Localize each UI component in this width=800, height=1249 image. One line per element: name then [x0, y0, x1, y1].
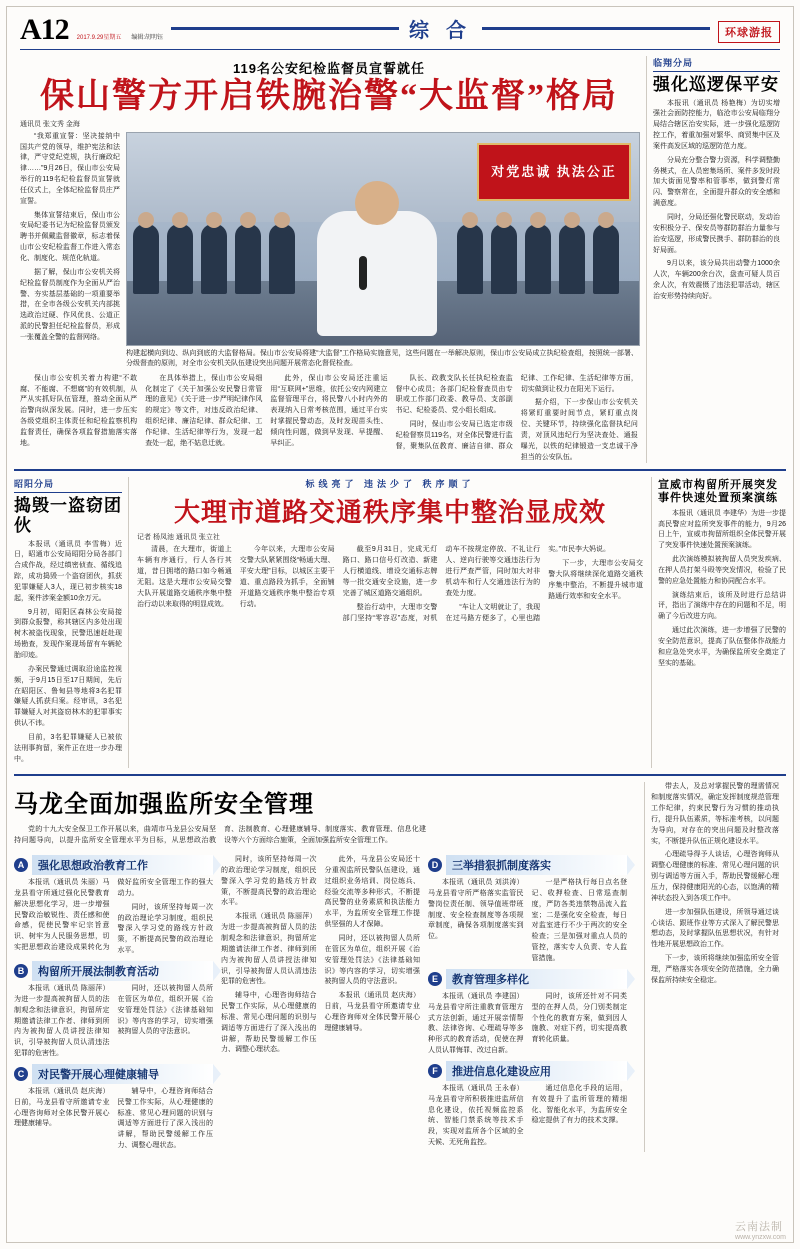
paragraph: 带去人，及总对掌握民警的理需情况和制度落实情况，确定发挥制度规范管理工作纪律，约束民警行为习惯的推动执行，提升队伍素质，等标准考核，以问题为导向，对存在的突出问题及时整改落实，不断提升队伍正规化建设水平。	[651, 783, 779, 845]
watermark	[735, 1218, 786, 1241]
point-body	[14, 1087, 213, 1152]
right-rail-mid	[651, 477, 786, 768]
paragraph: 本报讯（通讯员 朱丽）马龙县看守所通过强化民警教育解决思想化学习，进一步增强民警政治敏锐性、责任感和使命感，促使民警牢记宗旨意识、树牢为人民服务思想，切实把思想政治建设成果转化为做好监所安全管理工作的强大动力。	[14, 879, 213, 952]
paragraph: 分局充分整合警力资源，科学调整勤务模式，在人员密集场所、案件多发时段加大街面见警率和管事率，做到警灯常闪、警察常在，全面提升群众的安全感和满意度。	[653, 156, 780, 208]
paragraph: 本报讯（通讯员 陈丽萍）为进一步提高被拘留人员的法制观念和法律意识，拘留所定期邀请法律工作者、律师到所内为被拘留人员讲授法律知识，引导被拘留人员认清违法犯罪的危害性。	[221, 913, 317, 986]
right-rail-bottom	[644, 782, 779, 1152]
paragraph: “车让人文明就让了，我现在过马路方便多了，心里也踏实。”市民李大妈说。	[445, 546, 611, 622]
lead-photo-block	[126, 132, 638, 370]
zhaoyang-story	[14, 477, 129, 768]
paragraph: 截至9月31日，完成无灯路口、路口信号灯改造、新建人行横道线、增设交通标志牌等一批交通安全设施，进一步完善了城区道路交通组织。	[342, 546, 438, 597]
point-header-d	[428, 855, 627, 875]
points-column	[428, 851, 627, 1152]
lead-paragraph: 此外，保山市公安局还注重运用“互联网+”思维，依托公安内网建立监督管理平台，将民警八小时内外的表现纳入日常考核范围，通过平台实时掌握民警动态，及时发现苗头性、倾向性问题，做到早发现、早提醒、早纠正。	[270, 374, 388, 447]
paragraph: 本报讯（通讯员 刘洪涛）马龙县看守所严格落实监管民警岗位责任制、领导值班带班制度、安全检查制度等各项规章制度，确保各项制度落实到位。	[428, 879, 524, 941]
point-body	[14, 878, 213, 957]
paragraph: 通过此次演练，进一步增强了民警的安全防范意识，提高了队伍整体作战能力和应急处突水平，为确保监所安全奠定了坚实的基础。	[658, 627, 786, 667]
mid-body-columns	[137, 545, 643, 624]
masthead	[14, 10, 786, 47]
paragraph: 辅导中，心理咨询师结合民警工作实际，从心理健康的标准、常见心理问题的识别与调适等方面进行了深入浅出的讲解，帮助民警缓解工作压力、调整心理状态。	[117, 1087, 213, 1150]
point-header-a	[14, 855, 213, 875]
mid-left-brand: 昭阳分局	[14, 477, 122, 493]
lead-body-columns	[20, 374, 638, 464]
point-badge: E	[428, 972, 442, 986]
paragraph: 此外，马龙县公安局还十分重视监所民警队伍建设，通过组织业务培训、岗位练兵、经验交流等多种形式，不断提高民警的业务素质和执法能力水平，为监所安全管理工作提供坚强的人才保障。	[324, 856, 420, 929]
lead-story	[20, 56, 638, 463]
paragraph: 同时，分局还强化警民联动，发动治安积极分子、保安员等群防群治力量参与治安巡逻，形成警民携手、群防群治的良好局面。	[653, 213, 780, 254]
lead-byline: 通讯员 张文秀 金海	[20, 120, 80, 128]
point-header-e	[428, 969, 627, 989]
dali-traffic-story	[137, 477, 643, 768]
lead-paragraph: 同时，保山市公安局已选定市级纪检督察员119名，对全体民警进行监督，聚集队伍教育、廉洁自律、群众纪律、工作纪律、生活纪律等方面，切实做到让权力在阳光下运行。	[395, 374, 638, 450]
photo-caption: 构建起横向到边、纵向到底的大监督格局。保山市公安局将建“大监督”工作格局实施意见，这些问题在一举解决原则，保山市公安局成立执纪检查组，按照统一部署、分级督查的原则，对全市公安机关队伍建设突出问题开展常态化督促检查。	[126, 349, 638, 368]
paragraph: 进一步加强队伍建设，所领导通过谈心谈话、跟班作业等方式深入了解民警思想动态，及时掌握队伍思想状况，有针对性地开展思想政治工作。	[651, 908, 779, 949]
point-body	[428, 992, 627, 1057]
lead-paragraph: 保山市公安机关着力构建“不敢腐、不能腐、不想腐”的有效机制，从严从实抓好队伍管理，推动全面从严治警向纵深发展。同时，进一步压实各级党组织主体责任和纪检监察机构监督责任，确保各项监督措施落实落地。	[20, 374, 138, 447]
point-badge: B	[14, 964, 28, 978]
paragraph: 目前，3名犯罪嫌疑人已被依法刑事拘留，案件正在进一步办理中。	[14, 733, 122, 763]
point-badge: D	[428, 858, 442, 872]
paragraph: 整治行动中，大理市交警部门坚持“零容忍”态度，对机动车不按规定停放、不礼让行人、逆向行驶等交通违法行为进行严查严管，同时加大对非机动车和行人交通违法行为的查处力度。	[342, 546, 541, 622]
mid-left-title: 捣毁一盗窃团伙	[14, 496, 122, 535]
right-mid-title: 宣威市构留所开展突发事件快速处置预案演练	[658, 479, 778, 505]
upper-region	[14, 50, 786, 463]
paragraph: 清晨，在大理市，街道上车辆有序通行，行人各行其道，昔日拥堵的路口如今畅通无阻。这是大理市公安局交警大队开展道路交通秩序集中整治行动以来取得的明显成效。	[137, 546, 232, 608]
mid-headline: 大理市道路交通秩序集中整治显成效	[173, 498, 606, 528]
oath-ceremony-photo	[126, 132, 640, 346]
bottom-headline: 马龙全面加强监所安全管理	[14, 792, 314, 819]
lead-paragraph: 据介绍，下一步保山市公安机关将紧盯重要时间节点，紧盯重点岗位、关键环节，持续强化监督执纪问责，对顶风违纪行为坚决查处、通报曝光，以铁的纪律锻造一支忠诚干净担当的公安队伍。	[520, 399, 638, 461]
paragraph: 本报讯（通讯员 王永春）马龙县看守所积极推进监所信息化建设，依托视频监控系统、智能门禁系统等技术手段，实现对监所各个区域的全天候、无死角监控。	[428, 1084, 524, 1147]
point-label: 强化思想政治教育工作	[32, 855, 213, 875]
paragraph: 同时，该所坚持每周一次的政治理论学习制度，组织民警深入学习党的路线方针政策，不断提高民警的政治理论水平。	[117, 903, 213, 955]
point-badge: C	[14, 1067, 28, 1081]
point-header-f	[428, 1061, 627, 1081]
lead-paragraph: 集体宣誓结束后，保山市公安局纪委书记为纪检监督员颁发聘书并佩戴监督徽章，标志着保山市公安纪检监督工作进入常态化、制度化、规范化轨道。	[20, 211, 120, 262]
paragraph: 下一步，该所将继续加强监所安全管理，严格落实各项安全防范措施，全力确保监所持续安全稳定。	[651, 955, 779, 984]
paragraph: 心理疏导得予人谈话，心理咨询师从调整心理健康的标准、常见心理问题的识别与调适等方面入手，帮助民警缓解心理压力，保持健康阳光的心态，以饱满的精神状态投入到各项工作中。	[651, 851, 779, 902]
section-title: 综 合	[409, 20, 473, 42]
point-label: 推进信息化建设应用	[446, 1061, 627, 1081]
watermark-url: www.ynzxw.com	[735, 1234, 786, 1241]
point-label: 构留所开展法制教育活动	[32, 961, 213, 981]
paragraph: 通过信息化手段的运用，有效提升了监所管理的精细化、智能化水平，为监所安全稳定提供了有力的技术支撑。	[531, 1084, 627, 1125]
lead-headline: 保山警方开启铁腕治警“大监督”格局	[40, 78, 618, 115]
bottom-lede	[14, 825, 636, 847]
photo-banner: 对党忠诚 执法公正	[477, 143, 631, 201]
right-top-body	[653, 99, 780, 303]
point-label: 教育管理多样化	[446, 969, 627, 989]
right-top-brand: 临翔分局	[653, 56, 780, 72]
point-body	[428, 878, 627, 965]
rule-left	[171, 27, 399, 30]
lead-paragraph: 据了解，保山市公安机关将纪检监督员制度作为全面从严治警、夯实基层基础的一项重要举措，在全市各级公安机关内部挑选政治过硬、作风优良、公道正派的民警担任纪检监督员，形成一张覆盖全警的监督网络。	[20, 268, 120, 341]
mid-region	[14, 477, 786, 768]
paragraph: 此次演练模拟被拘留人员突发疾病、在押人员打架斗殴等突发情况，检验了民警的应急处置能力和协同配合水平。	[658, 556, 786, 585]
page-folio: A12	[20, 13, 69, 46]
paragraph: 同时，该所还针对不同类型的在押人员，分门别类制定个性化的教育方案，做到因人施教、对症下药，切实提高教育转化质量。	[531, 992, 627, 1044]
continuation-body	[221, 855, 420, 1056]
paragraph: 本报讯（通讯员 李雪梅）近日，昭通市公安局昭阳分局各部门合成作战，经过缜密侦查、循线追踪，成功捣毁一个盗窃团伙，抓获犯罪嫌疑人3人，现已初步核实18起，案件涉案金额10余万元。	[14, 540, 122, 602]
point-header-b	[14, 961, 213, 981]
right-top-title: 强化巡逻保平安	[653, 75, 779, 94]
paragraph: 同时，还以被拘留人员所在管区为单位，组织开展《治安管理处罚法》《法律基础知识》等内容的学习，切实增强被拘留人员的守法意识。	[324, 935, 420, 986]
bottom-divider	[14, 774, 786, 776]
mid-divider	[14, 469, 786, 471]
point-header-c	[14, 1064, 213, 1084]
right-rail-top	[646, 56, 780, 463]
paragraph: 9月初，昭阳区森林公安局接到群众报警，称其辖区内多处出现树木被盗伐现象，民警迅速赶赴现场勘查，发现作案现场留有车辆轮胎印迹。	[14, 608, 122, 659]
issue-date: 2017.9.29星期五	[76, 35, 122, 41]
paragraph: 下一步，大理市公安局交警大队将继续深化道路交通秩序集中整治，不断提升城市道路通行效率和安全水平。	[548, 560, 643, 600]
section-rule	[171, 14, 710, 45]
paragraph: 党的十九大安全保卫工作开展以来，曲靖市马龙县公安局坚持问题导向，以提升监所安全管理水平为目标，从思想政治教育、法制教育、心理健康辅导、制度落实、教育管理、信息化建设等六个方面综合施策，全面加强监所安全管理工作。	[14, 826, 426, 845]
photo-speaker	[317, 211, 437, 336]
bottom-region	[14, 782, 786, 1152]
paragraph: 本报讯（通讯员 赵庆海）日前，马龙县看守所邀请专业心理咨询师对全体民警开展心理健康辅导。	[14, 1087, 110, 1128]
points-column	[14, 851, 213, 1152]
paragraph: 今年以来，大理市公安局交警大队紧紧围绕“畅通大理、平安大理”目标，以城区主要干道、重点路段为抓手，全面铺开道路交通秩序集中整治专项行动。	[239, 546, 335, 608]
point-badge: F	[428, 1064, 442, 1078]
paragraph: 本报讯（通讯员 杨艳梅）为切实增强社会面防控能力，临沧市公安局临翔分局结合辖区治安实际，进一步强化巡逻防控工作，着重加强对繁华、商贸集中区及案件高发区域的巡逻防范力度。	[653, 99, 780, 150]
paragraph: 本报讯（通讯员 李建华）为进一步提高民警应对监所突发事件的能力，9月26日上午，宣威市拘留所组织全体民警开展了突发事件快速处置预案演练。	[658, 509, 786, 550]
paragraph: 同时，还以被拘留人员所在管区为单位，组织开展《治安管理处罚法》《法律基础知识》等内容的学习，切实增强被拘留人员的守法意识。	[117, 985, 213, 1036]
editor-credit: 编辑:胡明钰	[131, 35, 164, 41]
paragraph: 本报讯（通讯员 赵庆海）日前，马龙县看守所邀请专业心理咨询师对全体民警开展心理健康辅导。	[324, 992, 420, 1032]
lead-paragraph: 队长、政教支队长任执纪检查监督中心成员；各部门纪检督查员由专职或工作部门政委、教导员、支部副书记、纪检委员、党小组长组成。	[395, 374, 513, 415]
lead-intro-column	[20, 132, 120, 370]
paragraph: 办案民警通过调取沿途监控视频，于9月15日至17日期间，先后在昭阳区、鲁甸县等地将3名犯罪嫌疑人抓获归案。经审讯，3名犯罪嫌疑人对其盗窃林木的犯罪事实供认不讳。	[14, 665, 122, 728]
point-label: 三举措狠抓制度落实	[446, 855, 627, 875]
point-badge: A	[14, 858, 28, 872]
paragraph: 同时，该所坚持每周一次的政治理论学习制度，组织民警深入学习党的路线方针政策，不断提高民警的政治理论水平。	[221, 856, 317, 907]
mid-byline: 记者 杨凤池 通讯员 张立社	[137, 534, 220, 542]
malong-story	[14, 782, 636, 1152]
lead-kicker: 119名公安纪检监督员宣誓就任	[233, 61, 425, 76]
points-column	[221, 851, 420, 1152]
right-bottom-body	[651, 782, 779, 986]
point-label: 对民警开展心理健康辅导	[32, 1064, 213, 1084]
mid-left-body	[14, 540, 122, 766]
right-mid-body	[658, 509, 786, 670]
paragraph: 9月以来，该分局共出动警力1000余人次，车辆200余台次，盘查可疑人员百余人次，有效震慑了违法犯罪活动，辖区治安形势持续向好。	[653, 260, 780, 300]
points-grid	[14, 851, 636, 1152]
point-body	[14, 984, 213, 1060]
microphone-icon	[359, 256, 367, 290]
watermark-name: 云南法制	[735, 1221, 784, 1233]
lead-paragraph: 在具体举措上，保山市公安局细化制定了《关于加强公安民警日常管理的意见》《关于进一步严明纪律作风的规定》等文件，对违反政治纪律、组织纪律、廉洁纪律、群众纪律、工作纪律、生活纪律等行为，发现一起查处一起，绝不姑息迁就。	[145, 374, 263, 447]
paragraph: 辅导中，心理咨询师结合民警工作实际，从心理健康的标准、常见心理问题的识别与调适等方面进行了深入浅出的讲解，帮助民警缓解工作压力、调整心理状态。	[221, 992, 317, 1054]
point-body	[428, 1084, 627, 1149]
paragraph: 本报讯（通讯员 李建国）马龙县看守所注重教育管理方式方法创新，通过开展亲情帮教、法律咨询、心理疏导等多种形式的教育活动，促使在押人员认罪悔罪、改过自新。	[428, 992, 524, 1055]
paragraph: 演练结束后，该所及时进行总结讲评，指出了演练中存在的问题和不足，明确了今后改进方向。	[658, 591, 786, 621]
folio-meta	[77, 32, 163, 45]
mid-kicker: 标线亮了 违法少了 秩序顺了	[305, 479, 475, 490]
lead-paragraph: “我郑重宣誓：坚决接纳中国共产党的领导，维护宪法和法律，严守党纪党规，执行廉政纪律……”9月26日，保山市公安局举行的119名纪检监督员宣誓就任仪式上，全体纪检监督员庄严宣誓。	[20, 132, 120, 205]
lead-top-row	[20, 132, 638, 370]
paragraph: 本报讯（通讯员 陈丽萍）为进一步提高被拘留人员的法制观念和法律意识，拘留所定期邀请法律工作者、律师到所内为被拘留人员讲授法律知识，引导被拘留人员认清违法犯罪的危害性。	[14, 985, 110, 1058]
rule-right	[482, 27, 710, 30]
paper-brand: 环球游报	[718, 21, 780, 43]
paragraph: 一是严格执行每日点名登记、收押检查、日常巡查制度，严防各类违禁物品流入监室；二是强化安全检查，每日对监室进行不少于两次的安全检查；三是加强对重点人员的管控，落实专人负责、专人监管措施。	[531, 879, 627, 962]
